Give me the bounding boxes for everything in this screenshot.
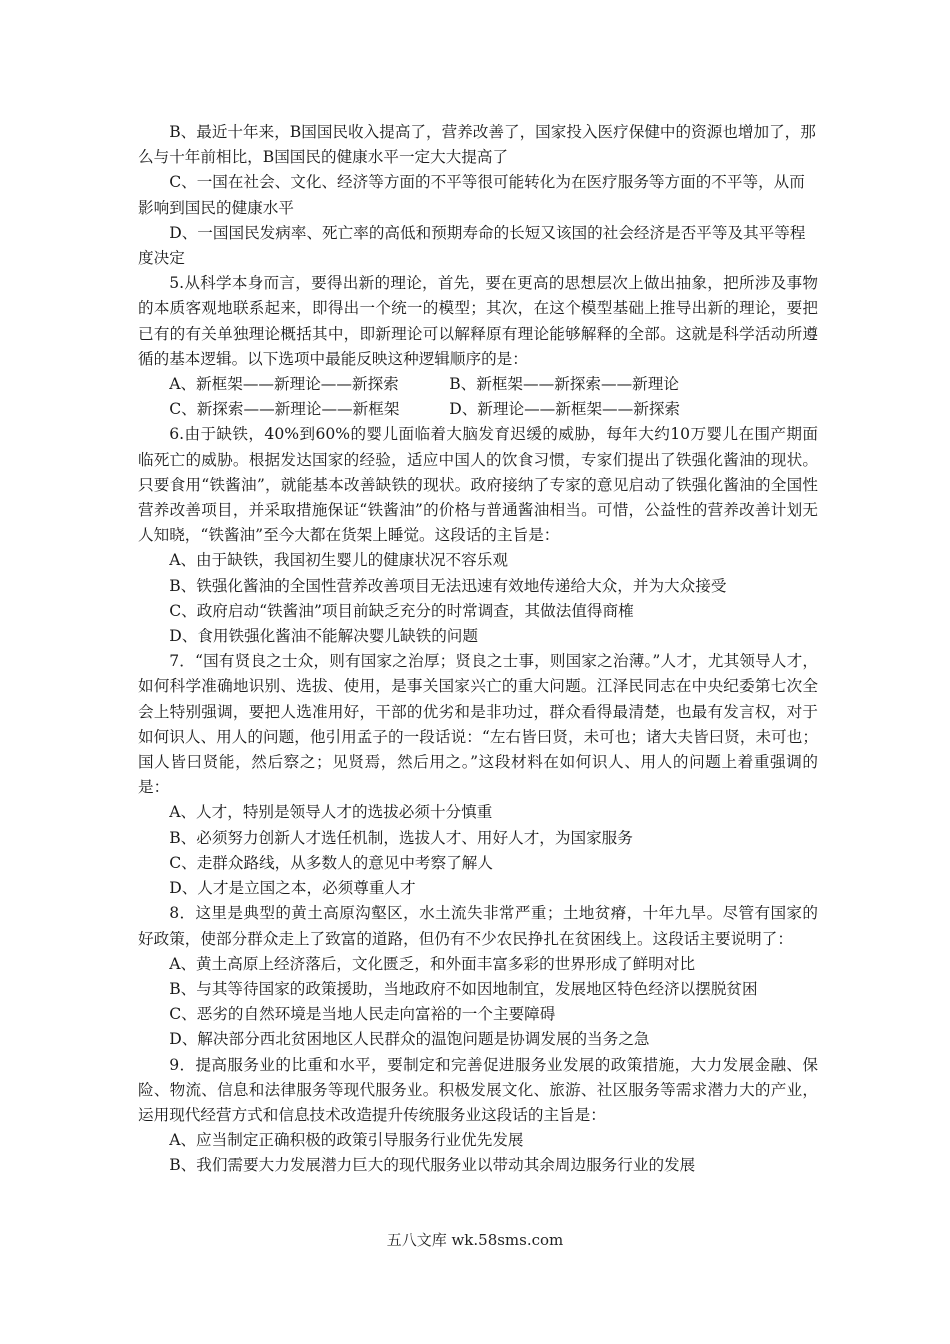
document-body (138, 120, 818, 1179)
q7-option-a: A、人才，特别是领导人才的选拔必须十分慎重 (169, 803, 493, 822)
q5-options-row-2 (138, 397, 818, 422)
q7-option-b: B、必须努力创新人才选任机制，选拔人才、用好人才，为国家服务 (169, 828, 633, 847)
q6-option-c: C、政府启动“铁酱油”项目前缺乏充分的时常调查，其做法值得商榷 (169, 601, 634, 620)
q4-option-c: C、一国在社会、文化、经济等方面的不平等很可能转化为在医疗服务等方面的不平等，从而影响到国民的健康水平 (138, 173, 805, 217)
q9-option-b: B、我们需要大力发展潜力巨大的现代服务业以带动其余周边服务行业的发展 (169, 1156, 696, 1175)
q8-option-d: D、解决部分西北贫困地区人民群众的温饱问题是协调发展的当务之急 (169, 1030, 650, 1049)
q6-option-a: A、由于缺铁，我国初生婴儿的健康状况不容乐观 (169, 551, 508, 570)
q5-option-d: D、新理论——新框架——新探索 (449, 400, 681, 419)
q5-option-c: C、新探索——新理论——新框架 (169, 400, 400, 419)
q7-option-c: C、走群众路线，从多数人的意见中考察了解人 (169, 853, 493, 872)
q8-option-c: C、恶劣的自然环境是当地人民走向富裕的一个主要障碍 (169, 1005, 556, 1024)
q5-stem: 5.从科学本身而言，要得出新的理论，首先，要在更高的思想层次上做出抽象，把所涉及事物的本质客观地联系起来，即得出一个统一的模型；其次，在这个模型基础上推导出新的理论，要把已有的有关单独理论概括其中，即新理论可以解释原有理论能够解释的全部。这就是科学活动所遵循的基本逻辑。以下选项中最能反映这种逻辑顺序的是： (138, 274, 818, 368)
q4-option-d: D、一国国民发病率、死亡率的高低和预期寿命的长短又该国的社会经济是否平等及其平等程度决定 (138, 223, 806, 268)
q4-option-b: B、最近十年来，B国国民收入提高了，营养改善了，国家投入医疗保健中的资源也增加了，那么与十年前相比，B国国民的健康水平一定大大提高了 (138, 123, 816, 167)
q8-option-b: B、与其等待国家的政策援助，当地政府不如因地制宜，发展地区特色经济以摆脱贫困 (169, 979, 758, 998)
page-footer: 五八文库 wk.58sms.com (386, 1231, 564, 1249)
q5-option-a: A、新框架——新理论——新探索 (169, 375, 399, 394)
q6-option-b: B、铁强化酱油的全国性营养改善项目无法迅速有效地传递给大众，并为大众接受 (169, 576, 727, 595)
q9-stem: 9．提高服务业的比重和水平，要制定和完善促进服务业发展的政策措施，大力发展金融、保险、物流、信息和法律服务等现代服务业。积极发展文化、旅游、社区服务等需求潜力大的产业，运用现代经营方式和信息技术改造提升传统服务业这段话的主旨是： (138, 1055, 818, 1124)
q5-option-b: B、新框架——新探索——新理论 (449, 375, 679, 394)
q5-options-row-1 (138, 372, 818, 397)
q6-stem: 6.由于缺铁，40%到60%的婴儿面临着大脑发育迟缓的威胁，每年大约10万婴儿在围产期面临死亡的威胁。根据发达国家的经验，适应中国人的饮食习惯，专家们提出了铁强化酱油的现状。只要食用“铁酱油”，就能基本改善缺铁的现状。政府接纳了专家的意见启动了铁强化酱油的全国性营养改善项目，并采取措施保证“铁酱油”的价格与普通酱油相当。可惜，公益性的营养改善计划无人知晓，“铁酱油”至今大都在货架上睡觉。这段话的主旨是： (138, 425, 818, 545)
q8-stem: 8．这里是典型的黄土高原沟壑区，水土流失非常严重；土地贫瘠，十年九旱。尽管有国家的好政策，使部分群众走上了致富的道路，但仍有不少农民挣扎在贫困线上。这段话主要说明了： (138, 904, 818, 948)
q6-option-d: D、食用铁强化酱油不能解决婴儿缺铁的问题 (169, 627, 478, 646)
q9-option-a: A、应当制定正确积极的政策引导服务行业优先发展 (169, 1131, 524, 1150)
q7-stem: 7．“国有贤良之士众，则有国家之治厚；贤良之士事，则国家之治薄。”人才，尤其领导人才，如何科学准确地识别、选拔、使用，是事关国家兴亡的重大问题。江泽民同志在中央纪委第七次全会上特别强调，要把人选准用好，干部的优劣和是非功过，群众看得最清楚，也最有发言权，对于如何识人、用人的问题，他引用孟子的一段话说：“左右皆曰贤，未可也；诸大夫皆曰贤，未可也；国人皆曰贤能，然后察之；见贤焉，然后用之。”这段材料在如何识人、用人的问题上着重强调的是： (138, 652, 818, 797)
q7-option-d: D、人才是立国之本，必须尊重人才 (169, 879, 416, 898)
q8-option-a: A、黄土高原上经济落后，文化匮乏，和外面丰富多彩的世界形成了鲜明对比 (169, 954, 696, 973)
